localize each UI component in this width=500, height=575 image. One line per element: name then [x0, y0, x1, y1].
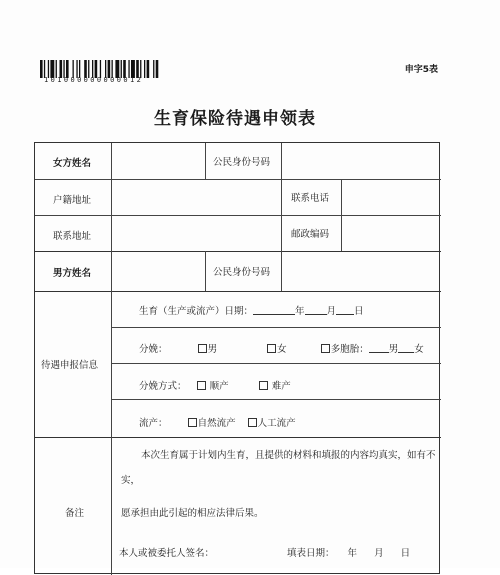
barcode-digits: 101000000000012 [44, 76, 144, 84]
female-checkbox[interactable] [267, 344, 276, 353]
delivery-method-row: 分娩方式： 顺产 难产 [139, 381, 291, 392]
natural-delivery-checkbox[interactable] [197, 381, 206, 390]
postal-code-label: 邮政编码 [291, 229, 330, 240]
contact-address-label: 联系地址 [53, 231, 92, 242]
id-number-label-1: 公民身份号码 [213, 157, 271, 168]
declaration-text: 本次生育属于计划内生育，且提供的材料和填报的内容均真实，如有不实， 愿承担由此引起的相应法律后果。 [121, 450, 436, 519]
phone-label: 联系电话 [291, 193, 330, 204]
remarks-label: 备注 [65, 508, 85, 519]
birth-date-row: 生育（生产或流产）日期： 年 月 日 [139, 306, 364, 317]
signature-label: 本人或被委托人签名： [119, 548, 215, 559]
male-name-label: 男方姓名 [53, 268, 92, 279]
female-name-label: 女方姓名 [53, 158, 92, 169]
form-code: 申字5表 [404, 65, 438, 75]
difficult-delivery-checkbox[interactable] [259, 381, 268, 390]
hukou-address-label: 户籍地址 [53, 195, 92, 206]
male-checkbox[interactable] [198, 344, 207, 353]
multiple-birth-checkbox[interactable] [321, 344, 330, 353]
natural-abortion-checkbox[interactable] [188, 418, 197, 427]
artificial-abortion-checkbox[interactable] [248, 418, 257, 427]
abortion-row: 流产： 自然流产 人工流产 [139, 418, 296, 429]
fill-date: 填表日期： 年 月 日 [287, 548, 411, 559]
id-number-label-2: 公民身份号码 [213, 267, 271, 278]
benefit-info-label: 待遇申报信息 [41, 360, 99, 371]
delivery-row: 分娩： 男 女 多胞胎： 男 女 [139, 344, 424, 355]
application-form [34, 142, 440, 574]
form-title: 生育保险待遇申领表 [154, 109, 316, 129]
